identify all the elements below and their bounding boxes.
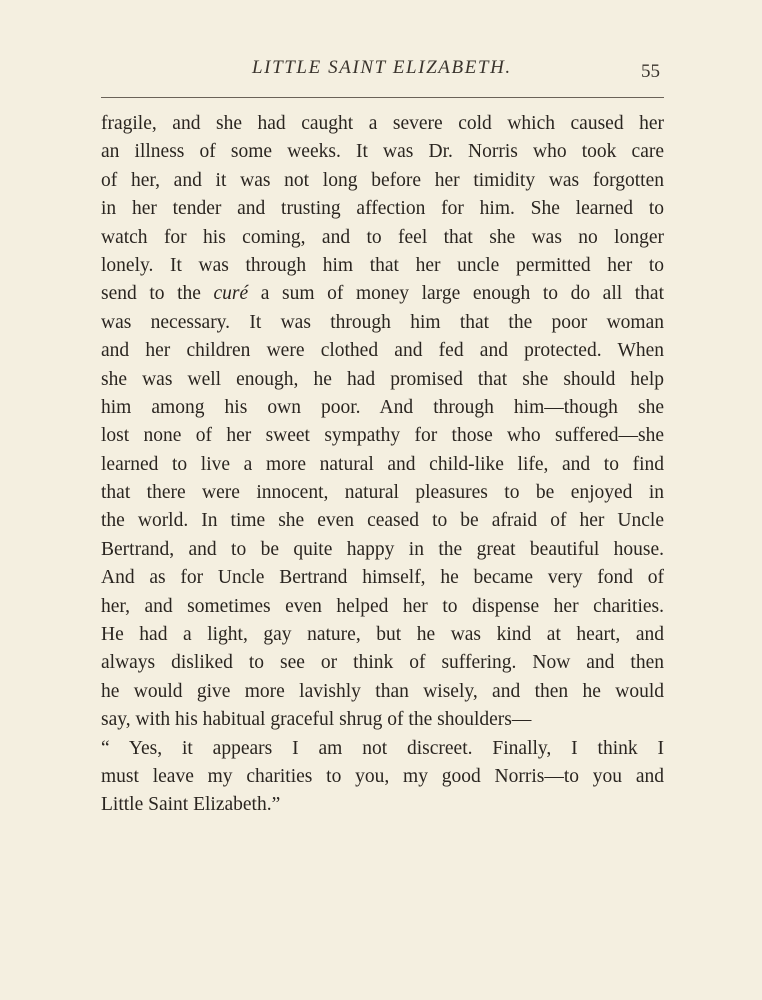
text-line: say, with his habitual graceful shrug of the shoulders— <box>101 709 532 731</box>
text-line: in her tender and trusting affection for him. She learned to <box>101 198 664 220</box>
text-line: watch for his coming, and to feel that she was no longer <box>101 226 664 248</box>
text-line: an illness of some weeks. It was Dr. Norris who took care <box>101 141 664 163</box>
header-rule <box>101 97 664 98</box>
text-line: “ Yes, it appears I am not discreet. Finally, I think I <box>101 737 664 759</box>
running-head <box>0 57 762 87</box>
text-line: was necessary. It was through him that the poor woman <box>101 311 664 333</box>
text-line: she was well enough, he had promised that she should help <box>101 368 664 390</box>
text-line <box>101 280 664 308</box>
text-line: always disliked to see or think of suffering. Now and then <box>101 652 664 674</box>
text-segment: a sum of money large enough to do all that <box>248 283 664 305</box>
text-line: of her, and it was not long before her timidity was forgotten <box>101 169 664 191</box>
text-line: Little Saint Elizabeth.” <box>101 794 281 816</box>
text-line: and her children were clothed and fed and protected. When <box>101 340 664 362</box>
text-line: lost none of her sweet sympathy for those who suffered—she <box>101 425 664 447</box>
text-segment: send to the <box>101 283 214 305</box>
page-number: 55 <box>641 61 660 82</box>
text-line: must leave my charities to you, my good Norris—to you and <box>101 765 664 787</box>
running-title: LITTLE SAINT ELIZABETH. <box>252 57 512 78</box>
text-line: fragile, and she had caught a severe cold which caused her <box>101 113 664 134</box>
text-line: Bertrand, and to be quite happy in the great beautiful house. <box>101 538 664 560</box>
text-line: her, and sometimes even helped her to dispense her charities. <box>101 595 664 617</box>
text-line: he would give more lavishly than wisely, and then he would <box>101 680 664 702</box>
body-text <box>101 110 664 820</box>
text-line: learned to live a more natural and child-like life, and to find <box>101 453 664 475</box>
text-line: the world. In time she even ceased to be afraid of her Uncle <box>101 510 664 532</box>
text-line: him among his own poor. And through him—though she <box>101 396 664 418</box>
text-line: He had a light, gay nature, but he was kind at heart, and <box>101 624 664 646</box>
text-line: lonely. It was through him that her uncle permitted her to <box>101 254 664 276</box>
italic-word: curé <box>213 283 249 305</box>
text-line: that there were innocent, natural pleasures to be enjoyed in <box>101 482 664 504</box>
text-line: And as for Uncle Bertrand himself, he became very fond of <box>101 567 664 589</box>
